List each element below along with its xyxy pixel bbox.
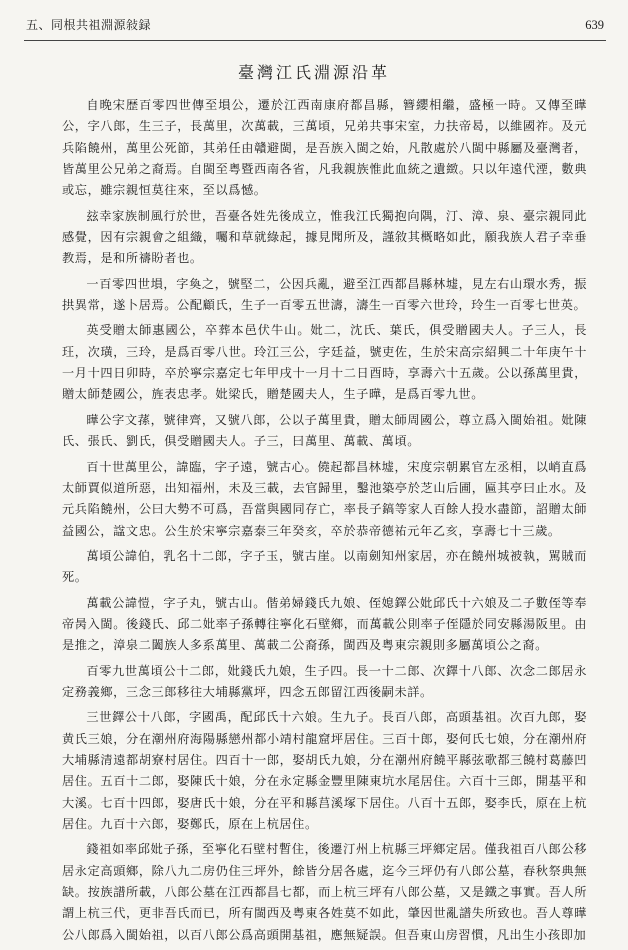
article-body bbox=[62, 95, 587, 950]
paragraph: 一百零四世塤，字奐之，號堅二，公因兵亂，避至江西都昌縣林墟，見左右山環水秀，振拱異常，遂卜居焉。公配顧氏，生子一百零五世濤，濤生一百零六世玲，玲生一百零七世英。 bbox=[62, 276, 587, 313]
paragraph: 玆幸家族制風行於世，吾臺各姓先後成立，惟我江氏獨抱向隅，汀、漳、泉、臺宗親同此感覺，因有宗親會之組織，囑和草就綠起，據見聞所及，謹敘其概略如此，願我族人君子幸垂教焉，是和所禱盼者也。 bbox=[62, 208, 587, 266]
page-number: 639 bbox=[585, 18, 604, 32]
paragraph: 三世鐸公十八郎，字國禹，配邱氏十六娘。生九子。長百八郎，高頭基祖。次百九郎，娶黄氏三娘，分在潮州府海陽縣戀州都小靖村龍窟坪居住。三百十郎，娶何氏七娘，分在潮州府大埔縣清遠都胡寮村居住。四百十一郎，娶胡氏九娘，分在潮州府饒平縣弦歌都三饒村葛藤凹居住。五百十二郎，娶陳氏十娘，分在永定縣金豐里陳東坑水尾居住。六百十三郎，開基平和大溪。七百十四郎，娶唐氏十娘，分在平和縣莒溪塚下居住。八百十五郎，娶李氏，原在上杭居住。九百十六郎，娶鄭氏，原在上杭居住。 bbox=[62, 710, 587, 831]
paragraph: 英受贈太師惠國公，卒葬本邑伏牛山。妣二，沈氏、葉氏，俱受贈國夫人。子三人，長玨，次璜，三玲，是爲百零八世。玲江三公，字廷益，號吏佐，生於宋高宗紹興二十年庚午十一月十四日卯時，卒於寧宗嘉定七年甲戌十一月十二日酉時，享壽六十五歲。公以孫萬里貴，贈太師楚國公，旌表忠孝。妣梁氏，贈楚國夫人，生子曄，是爲百零九世。 bbox=[62, 323, 587, 402]
article-title: 臺灣江氏淵源沿革 bbox=[237, 63, 390, 82]
paragraph: 錢祖如率邱妣子孫，至寧化石壁村暫住，後遷汀州上杭縣三坪鄉定居。僅我祖百八郎公移居永定高頭鄉，除八九二房仍住三坪外，餘皆分居各處，迄今三坪仍有八郎公墓，春秋祭典無缺。按族譜所載，八郎公墓在江西都昌七都，而上杭三坪有八郎公墓，又是鐵之事實。吾人所謂上杭三代，更非吾氏而已，所有閩西及粤東各姓莫不如此，肇因世亂譜失所致也。吾人尊曄公八郎爲入閩始祖，以百八郎公爲高頭開基祖，應無疑誤。但吾東山房習慣，凡出生小孩即加 bbox=[62, 842, 587, 942]
paragraph: 百零九世萬頃公十二郎，妣錢氏九娘，生子四。長一十二郎、次鐸十八郎、次念二郎居永定務義鄉，三念三郎移往大埔縣黨坪，四念五郎留江西後嗣未詳。 bbox=[62, 663, 587, 699]
paragraph: 自晚宋歴百零四世傳至塤公，遷於江西南康府都昌縣，簪纓相繼，盛極一時。又傳至曄公，字八郎，生三子，長萬里，次萬載，三萬頃，兄弟共事宋室，力扶帝曷，以維國祚。及元兵陷饒州，萬里公死節，其弟任由贛避閩，是吾族入閩之始，凡散處於八閩中縣屬及臺灣者，皆萬里公兄弟之裔焉。自閩至粤暨西南各省，凡我親族惟此血統之遺緻。只以年遠代湮，數典或忘，雖宗親恒莫往來，至以爲憾。 bbox=[62, 98, 587, 198]
paragraph: 曄公字文蓀，號律齊，又號八郎，公以子萬里貴，贈太師周國公，尊立爲入閩始祖。妣陳氏、張氏、劉氏，俱受贈國夫人。子三，曰萬里、萬載、萬頃。 bbox=[62, 412, 587, 449]
paragraph: 百十世萬里公，諱臨，字子遠，號古心。僥起都昌林墟，宋度宗朝累官左丞相，以峭直爲太師賈似道所惡，出知福州，未及三載，去官歸里，鑿池築亭於芝山后圃，匾其亭曰止水。及元兵陷饒州，公曰大勢不可爲，吾當與國同存亡，率長子鎬等家人百餘人投水盡節，詔贈太師益國公，諡文忠。公生於宋寧宗嘉泰三年癸亥，卒於恭帝德祐元年乙亥，享壽七十三歲。 bbox=[62, 459, 587, 538]
paragraph: 萬載公諱愷，字子丸，號古山。偕弟婦錢氏九娘、侄媳鐸公妣邱氏十六娘及二子數侄等奉帝昺入閩。後錢氏、邱二妣率子孫轉往寧化石壁鄉，而萬載公則率子侄隱於同安縣湯阪里。由是推之，漳泉二闔族人多系萬里、萬載二公裔孫，閩西及粤東宗親則多屬萬頃公之裔。 bbox=[62, 595, 587, 653]
section-title: 五、同根共祖淵源敍録 bbox=[26, 18, 152, 32]
running-head bbox=[26, 14, 604, 36]
paragraph: 萬頃公諱伯，乳名十二郎，字子玉，號古崖。以南劍知州家居，亦在饒州城被執，駡賊而死。 bbox=[62, 548, 587, 585]
header-rule bbox=[24, 40, 606, 41]
